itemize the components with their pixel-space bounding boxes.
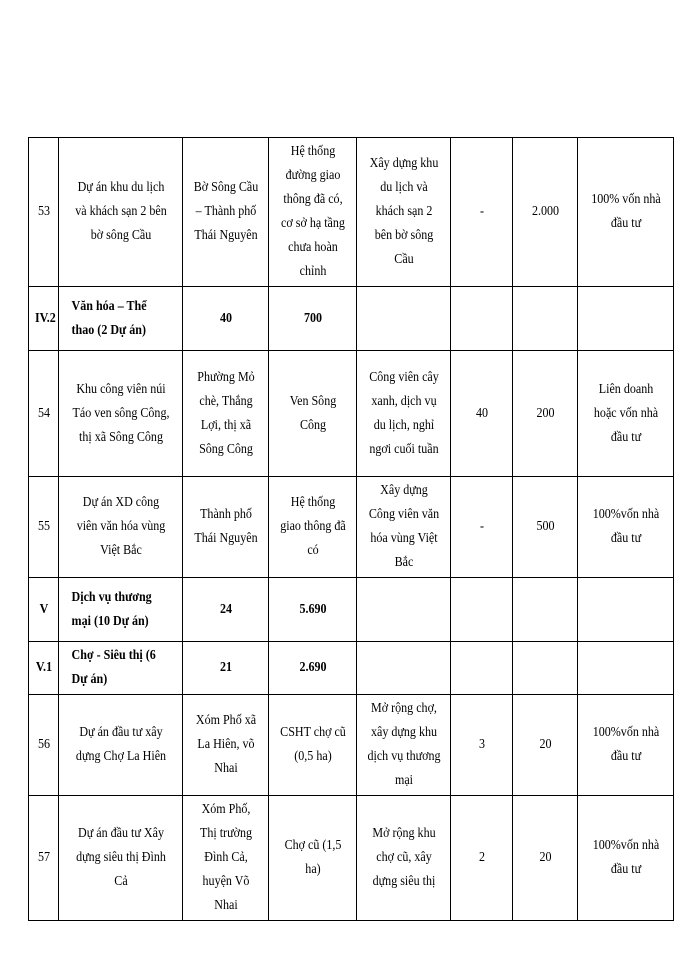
table-row — [29, 695, 674, 796]
cell-form — [584, 578, 667, 642]
cell-scope — [363, 578, 444, 642]
cell-area: - — [455, 138, 508, 287]
cell-area — [455, 642, 508, 695]
cell-capital — [517, 642, 573, 695]
cell-form: 100% vốn nhà đầu tư — [584, 138, 667, 287]
cell-scope: Công viên cây xanh, dịch vụ du lịch, nghỉ ngơi cuối tuần — [363, 351, 444, 477]
cell-scope: Mở rộng chợ, xây dựng khu dịch vụ thương mại — [363, 695, 444, 796]
cell-location: 40 — [189, 287, 263, 351]
project-table — [28, 137, 674, 921]
cell-name: Dự án XD công viên văn hóa vùng Việt Bắc — [67, 477, 174, 578]
cell-stt: 55 — [31, 477, 57, 578]
table-row — [29, 796, 674, 921]
cell-name: Văn hóa – Thể thao (2 Dự án) — [67, 287, 174, 351]
cell-form — [584, 287, 667, 351]
cell-capital: 500 — [517, 477, 573, 578]
cell-area: 40 — [455, 351, 508, 477]
cell-location: 21 — [189, 642, 263, 695]
cell-status: 700 — [275, 287, 351, 351]
cell-name: Dự án khu du lịch và khách sạn 2 bên bờ sông Cầu — [67, 138, 174, 287]
cell-form: 100%vốn nhà đầu tư — [584, 796, 667, 921]
cell-status: 5.690 — [275, 578, 351, 642]
cell-stt: 57 — [31, 796, 57, 921]
cell-location: Bờ Sông Cầu – Thành phố Thái Nguyên — [189, 138, 263, 287]
cell-location: Thành phố Thái Nguyên — [189, 477, 263, 578]
cell-capital — [517, 578, 573, 642]
cell-status: Hệ thống giao thông đã có — [275, 477, 351, 578]
cell-location: Xóm Phố xã La Hiên, võ Nhai — [189, 695, 263, 796]
cell-status: CSHT chợ cũ (0,5 ha) — [275, 695, 351, 796]
cell-name: Dịch vụ thương mại (10 Dự án) — [67, 578, 174, 642]
cell-scope: Mở rộng khu chợ cũ, xây dựng siêu thị — [363, 796, 444, 921]
cell-area: - — [455, 477, 508, 578]
cell-status: Ven Sông Công — [275, 351, 351, 477]
cell-stt: 53 — [31, 138, 57, 287]
cell-location: 24 — [189, 578, 263, 642]
cell-stt: V.1 — [31, 642, 57, 695]
cell-location: Phường Mỏ chè, Thắng Lợi, thị xã Sông Công — [189, 351, 263, 477]
cell-status: Chợ cũ (1,5 ha) — [275, 796, 351, 921]
cell-name: Chợ - Siêu thị (6 Dự án) — [67, 642, 174, 695]
cell-stt: V — [31, 578, 57, 642]
cell-capital: 20 — [517, 796, 573, 921]
cell-scope: Xây dựng khu du lịch và khách sạn 2 bên bờ sông Cầu — [363, 138, 444, 287]
table-row — [29, 351, 674, 477]
cell-scope — [363, 287, 444, 351]
cell-form: 100%vốn nhà đầu tư — [584, 695, 667, 796]
cell-name: Khu công viên núi Táo ven sông Công, thị xã Sông Công — [67, 351, 174, 477]
cell-capital: 20 — [517, 695, 573, 796]
cell-status: Hệ thống đường giao thông đã có, cơ sở hạ tầng chưa hoàn chỉnh — [275, 138, 351, 287]
cell-name: Dự án đầu tư xây dựng Chợ La Hiên — [67, 695, 174, 796]
group-row — [29, 642, 674, 695]
cell-location: Xóm Phố, Thị trường Đình Cả, huyện Võ Nhai — [189, 796, 263, 921]
cell-area: 3 — [455, 695, 508, 796]
table-row — [29, 477, 674, 578]
cell-stt: IV.2 — [31, 287, 57, 351]
cell-form: 100%vốn nhà đầu tư — [584, 477, 667, 578]
cell-status: 2.690 — [275, 642, 351, 695]
group-row — [29, 287, 674, 351]
cell-form: Liên doanh hoặc vốn nhà đầu tư — [584, 351, 667, 477]
cell-capital — [517, 287, 573, 351]
cell-area — [455, 287, 508, 351]
cell-stt: 54 — [31, 351, 57, 477]
cell-name: Dự án đầu tư Xây dựng siêu thị Đình Cả — [67, 796, 174, 921]
project-table-body — [29, 138, 674, 921]
cell-capital: 2.000 — [517, 138, 573, 287]
cell-area — [455, 578, 508, 642]
cell-form — [584, 642, 667, 695]
group-row — [29, 578, 674, 642]
table-row — [29, 138, 674, 287]
cell-scope — [363, 642, 444, 695]
cell-capital: 200 — [517, 351, 573, 477]
cell-area: 2 — [455, 796, 508, 921]
cell-scope: Xây dựng Công viên văn hóa vùng Việt Bắc — [363, 477, 444, 578]
cell-stt: 56 — [31, 695, 57, 796]
